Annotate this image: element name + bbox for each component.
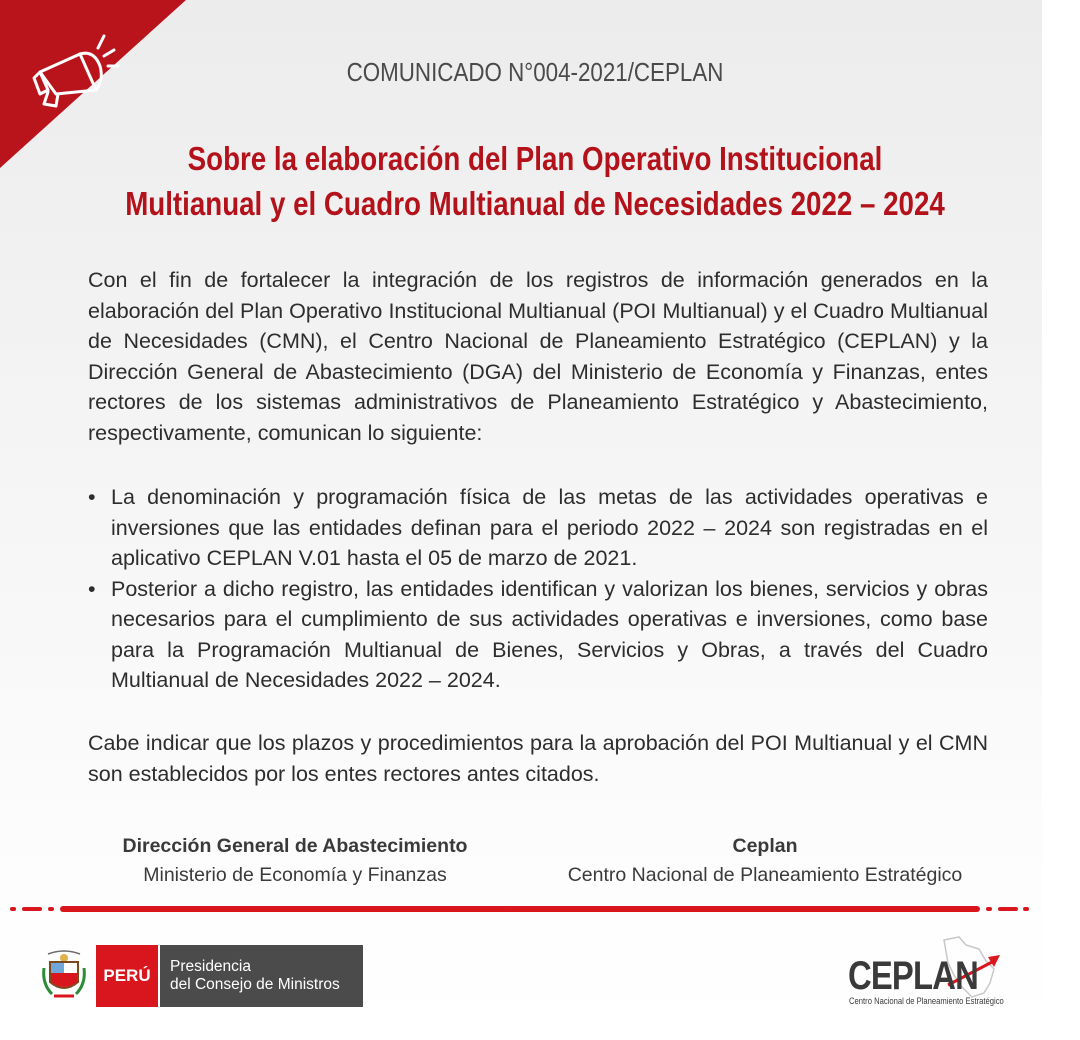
title-line-2: Multianual y el Cuadro Multianual de Necesidades 2022 – 2024 <box>125 185 945 222</box>
signature-ceplan <box>530 832 1000 890</box>
page-title <box>86 136 985 226</box>
signature-ceplan-org: Centro Nacional de Planeamiento Estratégico <box>567 864 963 886</box>
title-line-1: Sobre la elaboración del Plan Operativo Institucional <box>187 140 883 177</box>
peru-coat-of-arms-icon <box>40 948 88 1004</box>
peru-logo: PERÚ <box>96 945 158 1007</box>
intro-paragraph: Con el fin de fortalecer la integración de los registros de información generados en la elaboración del Plan Operativo Institucional Multianual (POI Multianual) y el Cuadro Multianual de Necesidades (CMN), el Centro Nacional de Planeamiento Estratégico (CEPLAN) y la Dirección General de Abastecimiento (DGA) del Ministerio de Economía y Finanzas, entes rectores de los sistemas administrativos de Planeamiento Estratégico y Abastecimiento, respectivamente, comunican lo siguiente: <box>88 268 988 445</box>
pcm-logo <box>158 945 363 1007</box>
footer-divider <box>10 906 1030 912</box>
right-margin <box>1042 0 1080 1040</box>
bullet-list <box>88 482 988 696</box>
list-item: • Posterior a dicho registro, las entidades identifican y valorizan los bienes, servicios y obras necesarios para el cumplimiento de sus actividades operativas e inversiones, como base para la Programación Multianual de Bienes, Servicios y Obras, a través del Cuadro Multianual de Necesidades 2022 – 2024. <box>88 574 988 696</box>
signature-dga <box>60 832 530 890</box>
ceplan-subtitle: Centro Nacional de Planeamiento Estratégico <box>849 996 1004 1006</box>
signature-dga-name: Dirección General de Abastecimiento <box>122 835 468 857</box>
signature-dga-org: Ministerio de Economía y Finanzas <box>143 864 447 886</box>
pcm-line-1: Presidencia <box>170 958 251 975</box>
pcm-line-2: del Consejo de Ministros <box>170 976 340 993</box>
closing-paragraph: Cabe indicar que los plazos y procedimientos para la aprobación del POI Multianual y el CMN son establecidos por los entes rectores antes citados. <box>88 731 988 786</box>
comunicado-number: COMUNICADO N°004-2021/CEPLAN <box>346 57 724 87</box>
list-item: • La denominación y programación física de las metas de las actividades operativas e inversiones que las entidades definan para el periodo 2022 – 2024 son registradas en el aplicativo CEPLAN V.01 hasta el 05 de marzo de 2021. <box>88 482 988 574</box>
signature-ceplan-name: Ceplan <box>732 835 798 857</box>
ceplan-wordmark: CEPLAN <box>848 954 978 998</box>
